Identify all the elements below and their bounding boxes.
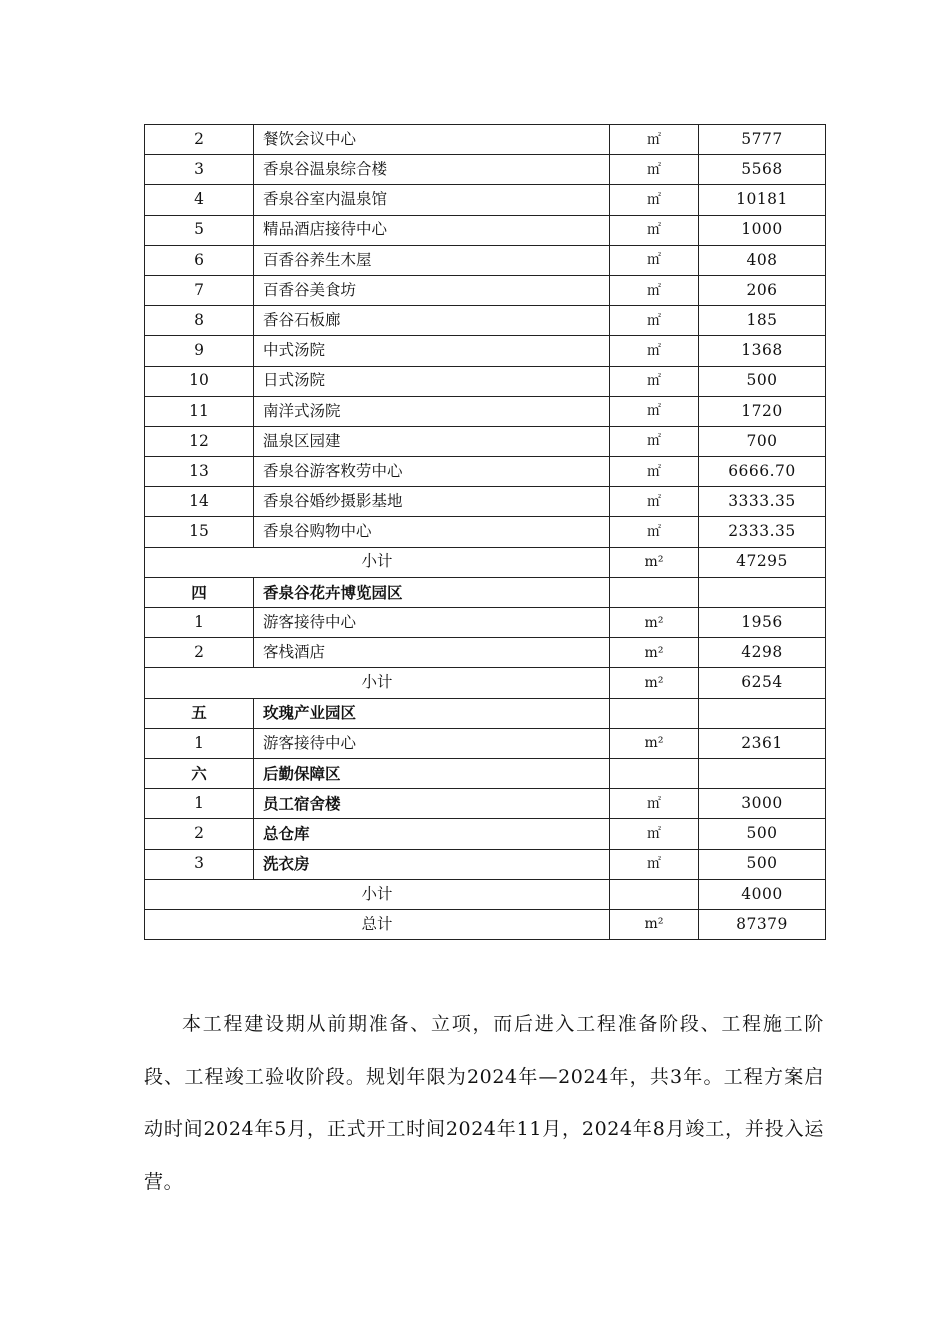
subtotal-label: 小计 xyxy=(145,547,610,577)
value-cell: 10181 xyxy=(699,185,826,215)
value-cell: 185 xyxy=(699,306,826,336)
section-name: 玫瑰产业园区 xyxy=(254,698,610,728)
table-body xyxy=(145,125,826,940)
value-cell: 3000 xyxy=(699,789,826,819)
section-header-row xyxy=(145,698,826,728)
value-cell: 1720 xyxy=(699,396,826,426)
table-row xyxy=(145,487,826,517)
item-name: 温泉区园建 xyxy=(254,426,610,456)
item-number: 3 xyxy=(145,155,254,185)
table-row xyxy=(145,789,826,819)
item-number: 9 xyxy=(145,336,254,366)
unit-cell: ㎡ xyxy=(610,245,699,275)
item-number: 6 xyxy=(145,245,254,275)
item-number: 2 xyxy=(145,125,254,155)
subtotal-label: 小计 xyxy=(145,879,610,909)
subtotal-row xyxy=(145,668,826,698)
subtotal-row xyxy=(145,547,826,577)
subtotal-row xyxy=(145,909,826,939)
section-number: 五 xyxy=(145,698,254,728)
section-header-row xyxy=(145,577,826,607)
unit-cell: m² xyxy=(610,638,699,668)
value-cell: 6666.70 xyxy=(699,457,826,487)
table-row xyxy=(145,306,826,336)
item-name: 餐饮会议中心 xyxy=(254,125,610,155)
value-cell: 700 xyxy=(699,426,826,456)
value-cell: 5568 xyxy=(699,155,826,185)
item-name: 百香谷养生木屋 xyxy=(254,245,610,275)
value-cell: 5777 xyxy=(699,125,826,155)
table-row xyxy=(145,336,826,366)
value-cell: 6254 xyxy=(699,668,826,698)
table-row xyxy=(145,608,826,638)
item-name: 中式汤院 xyxy=(254,336,610,366)
unit-cell xyxy=(610,758,699,788)
item-number: 12 xyxy=(145,426,254,456)
value-cell: 1956 xyxy=(699,608,826,638)
item-number: 5 xyxy=(145,215,254,245)
table-row xyxy=(145,728,826,758)
table-row xyxy=(145,819,826,849)
value-cell xyxy=(699,577,826,607)
item-number: 14 xyxy=(145,487,254,517)
value-cell: 1000 xyxy=(699,215,826,245)
table-row xyxy=(145,155,826,185)
item-name: 精品酒店接待中心 xyxy=(254,215,610,245)
unit-cell: m² xyxy=(610,547,699,577)
value-cell: 87379 xyxy=(699,909,826,939)
subtotal-label: 小计 xyxy=(145,668,610,698)
table-row xyxy=(145,366,826,396)
item-number: 1 xyxy=(145,789,254,819)
value-cell: 500 xyxy=(699,849,826,879)
value-cell: 1368 xyxy=(699,336,826,366)
section-number: 四 xyxy=(145,577,254,607)
unit-cell: m² xyxy=(610,909,699,939)
table-row xyxy=(145,275,826,305)
item-name: 百香谷美食坊 xyxy=(254,275,610,305)
item-name: 员工宿舍楼 xyxy=(254,789,610,819)
item-name: 香泉谷购物中心 xyxy=(254,517,610,547)
item-number: 13 xyxy=(145,457,254,487)
unit-cell: ㎡ xyxy=(610,849,699,879)
value-cell: 500 xyxy=(699,366,826,396)
item-number: 7 xyxy=(145,275,254,305)
item-name: 游客接待中心 xyxy=(254,728,610,758)
unit-cell xyxy=(610,698,699,728)
table-row xyxy=(145,517,826,547)
table-row xyxy=(145,185,826,215)
unit-cell: ㎡ xyxy=(610,155,699,185)
unit-cell: m² xyxy=(610,608,699,638)
item-number: 3 xyxy=(145,849,254,879)
item-name: 香泉谷游客敉劳中心 xyxy=(254,457,610,487)
item-number: 1 xyxy=(145,728,254,758)
table-row xyxy=(145,245,826,275)
item-name: 香泉谷温泉综合楼 xyxy=(254,155,610,185)
unit-cell: ㎡ xyxy=(610,396,699,426)
table-row xyxy=(145,426,826,456)
section-name: 香泉谷花卉博览园区 xyxy=(254,577,610,607)
table-row xyxy=(145,396,826,426)
table-row xyxy=(145,457,826,487)
value-cell: 2333.35 xyxy=(699,517,826,547)
value-cell: 4298 xyxy=(699,638,826,668)
item-number: 11 xyxy=(145,396,254,426)
value-cell: 3333.35 xyxy=(699,487,826,517)
section-name: 后勤保障区 xyxy=(254,758,610,788)
unit-cell xyxy=(610,879,699,909)
unit-cell: ㎡ xyxy=(610,366,699,396)
unit-cell: ㎡ xyxy=(610,215,699,245)
item-name: 香泉谷室内温泉馆 xyxy=(254,185,610,215)
paragraph-text: 本工程建设期从前期准备、立项，而后进入工程准备阶段、工程施工阶段、工程竣工验收阶段。规划年限为2024年—2024年，共3年。工程方案启动时间2024年5月，正式开工时间2024年11月，2024年8月竣工，并投入运营。 xyxy=(144,1013,824,1193)
construction-period-paragraph xyxy=(144,998,824,1208)
item-name: 南洋式汤院 xyxy=(254,396,610,426)
unit-cell: ㎡ xyxy=(610,487,699,517)
table-row xyxy=(145,638,826,668)
table-row xyxy=(145,849,826,879)
unit-cell: ㎡ xyxy=(610,517,699,547)
item-number: 4 xyxy=(145,185,254,215)
item-name: 总仓库 xyxy=(254,819,610,849)
unit-cell: ㎡ xyxy=(610,336,699,366)
value-cell: 500 xyxy=(699,819,826,849)
item-number: 1 xyxy=(145,608,254,638)
value-cell: 4000 xyxy=(699,879,826,909)
unit-cell: m² xyxy=(610,728,699,758)
item-number: 15 xyxy=(145,517,254,547)
item-name: 香泉谷婚纱摄影基地 xyxy=(254,487,610,517)
table-row xyxy=(145,125,826,155)
item-number: 8 xyxy=(145,306,254,336)
unit-cell: ㎡ xyxy=(610,125,699,155)
value-cell: 408 xyxy=(699,245,826,275)
table-row xyxy=(145,215,826,245)
value-cell: 2361 xyxy=(699,728,826,758)
unit-cell: ㎡ xyxy=(610,275,699,305)
item-name: 客栈酒店 xyxy=(254,638,610,668)
item-name: 日式汤院 xyxy=(254,366,610,396)
unit-cell: ㎡ xyxy=(610,426,699,456)
value-cell xyxy=(699,698,826,728)
unit-cell: ㎡ xyxy=(610,457,699,487)
item-number: 10 xyxy=(145,366,254,396)
value-cell: 206 xyxy=(699,275,826,305)
subtotal-row xyxy=(145,879,826,909)
unit-cell: m² xyxy=(610,668,699,698)
unit-cell: ㎡ xyxy=(610,306,699,336)
subtotal-label: 总计 xyxy=(145,909,610,939)
unit-cell xyxy=(610,577,699,607)
value-cell: 47295 xyxy=(699,547,826,577)
value-cell xyxy=(699,758,826,788)
item-name: 游客接待中心 xyxy=(254,608,610,638)
unit-cell: ㎡ xyxy=(610,819,699,849)
item-name: 洗衣房 xyxy=(254,849,610,879)
building-area-table xyxy=(144,124,826,940)
unit-cell: ㎡ xyxy=(610,185,699,215)
unit-cell: ㎡ xyxy=(610,789,699,819)
item-name: 香谷石板廊 xyxy=(254,306,610,336)
section-header-row xyxy=(145,758,826,788)
item-number: 2 xyxy=(145,819,254,849)
item-number: 2 xyxy=(145,638,254,668)
section-number: 六 xyxy=(145,758,254,788)
